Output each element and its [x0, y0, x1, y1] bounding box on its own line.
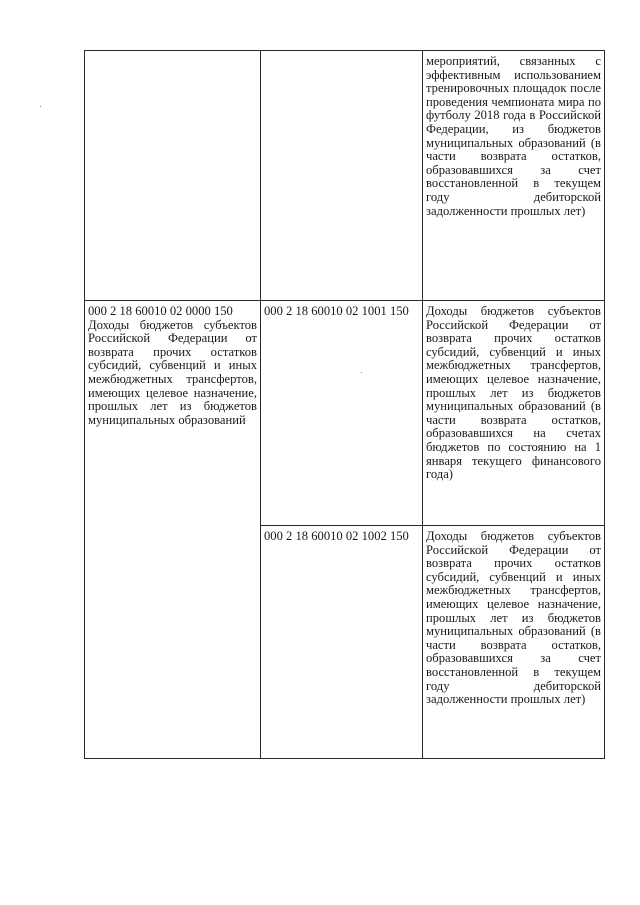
- budget-codes-table: [84, 50, 605, 759]
- cell-description: [423, 51, 605, 301]
- detail-code: 000 2 18 60010 02 1002 150: [264, 529, 409, 543]
- cell-detail-code: [261, 526, 423, 759]
- cell-detail-code: [261, 51, 423, 301]
- cell-description: [423, 301, 605, 526]
- description-text: мероприятий, связанных с эффективным использованием тренировочных площадок после проведения чемпионата мира по футболу 2018 года в Российской Федерации, из бюджетов муниципальных образований (в части возврата остатков, образовавшихся за счет восстановленной в текущем году дебиторской задолженности прошлых лет): [426, 54, 601, 218]
- description-text: Доходы бюджетов субъектов Российской Федерации от возврата прочих остатков субсидий, субвенций и иных межбюджетных трансфертов, имеющих целевое назначение, прошлых лет из бюджетов муниципальных образований (в части возврата остатков, образовавшихся на счетах бюджетов по состоянию на 1 января текущего финансового года): [426, 304, 601, 482]
- detail-code: 000 2 18 60010 02 1001 150: [264, 304, 409, 318]
- table-row: [85, 301, 605, 526]
- table-row: [85, 51, 605, 301]
- cell-group-code: [85, 51, 261, 301]
- cell-detail-code: [261, 301, 423, 526]
- group-description-text: Доходы бюджетов субъектов Российской Федерации от возврата прочих остатков субсидий, субвенций и иных межбюджетных трансфертов, имеющих целевое назначение, прошлых лет из бюджетов муниципальных образований: [88, 317, 257, 427]
- scan-speck: [361, 372, 362, 373]
- cell-group-code: [85, 301, 261, 759]
- group-code: 000 2 18 60010 02 0000 150: [88, 304, 233, 318]
- scan-speck: [40, 106, 41, 107]
- description-text: Доходы бюджетов субъектов Российской Федерации от возврата прочих остатков субсидий, субвенций и иных межбюджетных трансфертов, имеющих целевое назначение, прошлых лет из бюджетов муниципальных образований (в части возврата остатков, образовавшихся за счет восстановленной в текущем году дебиторской задолженности прошлых лет): [426, 529, 601, 707]
- cell-description: [423, 526, 605, 759]
